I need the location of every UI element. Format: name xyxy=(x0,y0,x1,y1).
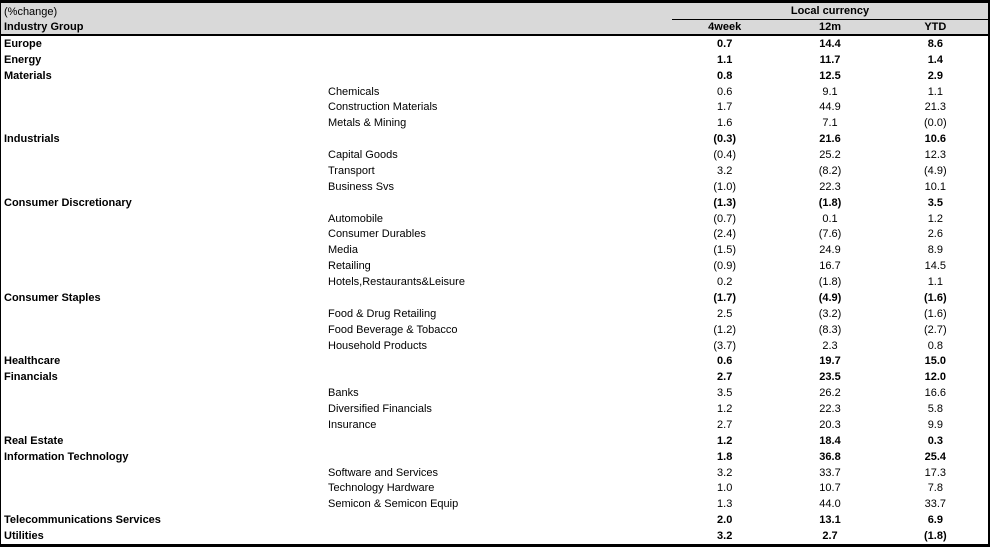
value-cell: 15.0 xyxy=(924,355,947,368)
value-cell: (1.8) xyxy=(818,276,842,289)
value-cell: 2.3 xyxy=(822,339,838,352)
table-row xyxy=(1,211,988,227)
sub-industry-label: Transport xyxy=(328,164,375,177)
table-row xyxy=(1,449,988,465)
unit-label: (%change) xyxy=(4,5,58,18)
sub-industry-label: Software and Services xyxy=(328,466,439,479)
sub-industry-label: Diversified Financials xyxy=(328,403,432,416)
sub-industry-label: Business Svs xyxy=(328,180,395,193)
value-cell: (8.2) xyxy=(818,164,842,177)
value-cell: 0.8 xyxy=(717,69,733,82)
industry-group-label: Information Technology xyxy=(4,450,129,463)
value-cell: 1.0 xyxy=(717,482,733,495)
sub-industry-label: Metals & Mining xyxy=(328,117,407,130)
value-cell: (2.4) xyxy=(713,228,736,241)
industry-group-label: Consumer Staples xyxy=(4,291,101,304)
table-body xyxy=(1,36,988,544)
currency-group-header-cell xyxy=(672,3,988,20)
sub-industry-label: Retailing xyxy=(328,260,371,273)
currency-group-header: Local currency xyxy=(790,5,870,17)
table-row xyxy=(1,274,988,290)
value-cell: 2.7 xyxy=(717,371,733,384)
value-cell: 21.3 xyxy=(924,101,947,114)
table-row xyxy=(1,401,988,417)
value-cell: 3.2 xyxy=(717,164,733,177)
industry-group-label: Financials xyxy=(4,371,58,384)
table-row xyxy=(1,195,988,211)
sub-industry-label: Household Products xyxy=(328,339,428,352)
table-header-row-units xyxy=(1,3,988,20)
table-row xyxy=(1,528,988,544)
table-row xyxy=(1,227,988,243)
value-cell: 10.7 xyxy=(819,482,841,495)
value-cell: 20.3 xyxy=(819,418,841,431)
value-cell: 1.7 xyxy=(717,101,733,114)
sub-industry-label: Consumer Durables xyxy=(328,228,426,241)
table-row xyxy=(1,306,988,322)
value-cell: 33.7 xyxy=(819,466,841,479)
value-cell: 22.3 xyxy=(819,403,841,416)
value-cell: 44.9 xyxy=(819,101,841,114)
value-cell: 33.7 xyxy=(924,498,947,511)
value-cell: 2.6 xyxy=(927,228,943,241)
value-cell: 2.7 xyxy=(822,530,838,543)
industry-group-label: Consumer Discretionary xyxy=(4,196,132,209)
industry-group-label: Healthcare xyxy=(4,355,61,368)
table-row xyxy=(1,68,988,84)
table-row xyxy=(1,465,988,481)
value-cell: 10.1 xyxy=(924,180,947,193)
table-header-row-columns xyxy=(1,20,988,36)
value-cell: (1.7) xyxy=(713,291,736,304)
table-row xyxy=(1,417,988,433)
value-cell: 21.6 xyxy=(819,133,841,146)
value-cell: 2.5 xyxy=(717,307,733,320)
value-cell: 1.3 xyxy=(717,498,733,511)
industry-group-label: Materials xyxy=(4,69,52,82)
value-cell: 1.8 xyxy=(717,450,733,463)
table-row xyxy=(1,512,988,528)
value-cell: 17.3 xyxy=(924,466,947,479)
value-cell: (8.3) xyxy=(818,323,842,336)
table-row xyxy=(1,369,988,385)
value-cell: 23.5 xyxy=(819,371,841,384)
value-cell: 6.9 xyxy=(927,514,943,527)
sub-industry-label: Technology Hardware xyxy=(328,482,435,495)
value-cell: 3.2 xyxy=(717,530,733,543)
table-row xyxy=(1,354,988,370)
value-cell: (2.7) xyxy=(924,323,947,336)
value-cell: 0.1 xyxy=(822,212,838,225)
value-cell: 9.9 xyxy=(927,418,943,431)
value-cell: 7.1 xyxy=(822,117,838,130)
value-cell: 2.7 xyxy=(717,418,733,431)
industry-group-label: Energy xyxy=(4,53,42,66)
table-row xyxy=(1,496,988,512)
value-cell: 5.8 xyxy=(927,403,943,416)
value-cell: 12.5 xyxy=(819,69,841,82)
table-row xyxy=(1,242,988,258)
value-cell: (1.6) xyxy=(924,307,947,320)
value-cell: 16.7 xyxy=(819,260,841,273)
sub-industry-label: Capital Goods xyxy=(328,149,398,162)
value-cell: 24.9 xyxy=(819,244,841,257)
value-cell: 0.3 xyxy=(927,434,943,447)
value-cell: 36.8 xyxy=(819,450,841,463)
value-cell: 25.2 xyxy=(819,149,841,162)
table-row xyxy=(1,322,988,338)
table-row xyxy=(1,52,988,68)
value-cell: 2.9 xyxy=(927,69,943,82)
value-cell: (4.9) xyxy=(924,164,947,177)
value-cell: 13.1 xyxy=(819,514,841,527)
industry-group-label: Utilities xyxy=(4,530,44,543)
value-cell: 18.4 xyxy=(819,434,841,447)
table-row xyxy=(1,290,988,306)
value-cell: 3.5 xyxy=(717,387,733,400)
value-cell: 14.4 xyxy=(819,37,841,50)
value-cell: 1.1 xyxy=(927,85,943,98)
value-cell: 0.7 xyxy=(717,37,733,50)
value-cell: 11.7 xyxy=(819,53,841,66)
sub-industry-label: Construction Materials xyxy=(328,101,438,114)
value-cell: 3.2 xyxy=(717,466,733,479)
value-cell: 3.5 xyxy=(927,196,943,209)
sub-industry-label: Media xyxy=(328,244,358,257)
value-cell: (0.4) xyxy=(713,149,736,162)
column-header-12m: 12m xyxy=(818,21,842,33)
value-cell: (3.7) xyxy=(713,339,736,352)
value-cell: 1.1 xyxy=(927,276,943,289)
table-row xyxy=(1,338,988,354)
value-cell: 1.4 xyxy=(927,53,943,66)
sub-industry-label: Automobile xyxy=(328,212,384,225)
value-cell: 8.9 xyxy=(927,244,943,257)
value-cell: (0.9) xyxy=(713,260,736,273)
table-row xyxy=(1,385,988,401)
value-cell: 25.4 xyxy=(924,450,947,463)
sub-industry-label: Food & Drug Retailing xyxy=(328,307,437,320)
value-cell: (3.2) xyxy=(818,307,842,320)
table-row xyxy=(1,163,988,179)
value-cell: 0.2 xyxy=(717,276,733,289)
industry-group-label: Europe xyxy=(4,37,42,50)
value-cell: (1.5) xyxy=(713,244,736,257)
value-cell: 1.1 xyxy=(717,53,733,66)
value-cell: (1.3) xyxy=(713,196,736,209)
sub-industry-label: Hotels,Restaurants&Leisure xyxy=(328,276,465,289)
row-header: Industry Group xyxy=(4,21,84,33)
value-cell: 1.2 xyxy=(717,403,733,416)
value-cell: (1.2) xyxy=(713,323,736,336)
value-cell: 1.6 xyxy=(717,117,733,130)
table-row xyxy=(1,433,988,449)
value-cell: 1.2 xyxy=(717,434,733,447)
table-row xyxy=(1,36,988,52)
column-header-4week: 4week xyxy=(708,21,742,33)
sub-industry-label: Banks xyxy=(328,387,359,400)
industry-group-label: Telecommunications Services xyxy=(4,514,161,527)
value-cell: 12.3 xyxy=(924,149,947,162)
table-row xyxy=(1,179,988,195)
table-row xyxy=(1,131,988,147)
table-row xyxy=(1,115,988,131)
industry-group-label: Real Estate xyxy=(4,434,64,447)
value-cell: 0.6 xyxy=(717,85,733,98)
sub-industry-label: Food Beverage & Tobacco xyxy=(328,323,458,336)
table-row xyxy=(1,100,988,116)
column-header-ytd: YTD xyxy=(924,21,947,33)
value-cell: (7.6) xyxy=(818,228,842,241)
value-cell: 0.6 xyxy=(717,355,733,368)
table-row xyxy=(1,258,988,274)
value-cell: 22.3 xyxy=(819,180,841,193)
value-cell: 8.6 xyxy=(927,37,943,50)
value-cell: (0.3) xyxy=(713,133,736,146)
value-cell: 7.8 xyxy=(927,482,943,495)
table-row xyxy=(1,147,988,163)
value-cell: 12.0 xyxy=(924,371,947,384)
value-cell: (1.6) xyxy=(924,291,947,304)
value-cell: 10.6 xyxy=(924,133,947,146)
value-cell: (0.0) xyxy=(924,117,947,130)
value-cell: 16.6 xyxy=(924,387,947,400)
sub-industry-label: Semicon & Semicon Equip xyxy=(328,498,459,511)
sub-industry-label: Insurance xyxy=(328,418,377,431)
value-cell: 1.2 xyxy=(927,212,943,225)
value-cell: 14.5 xyxy=(924,260,947,273)
value-cell: (1.0) xyxy=(713,180,736,193)
value-cell: 26.2 xyxy=(819,387,841,400)
value-cell: (0.7) xyxy=(713,212,736,225)
value-cell: (1.8) xyxy=(818,196,842,209)
value-cell: 0.8 xyxy=(927,339,943,352)
value-cell: (1.8) xyxy=(924,530,947,543)
value-cell: 2.0 xyxy=(717,514,733,527)
table-row xyxy=(1,84,988,100)
industry-group-label: Industrials xyxy=(4,133,60,146)
sub-industry-label: Chemicals xyxy=(328,85,380,98)
value-cell: 19.7 xyxy=(819,355,841,368)
table-row xyxy=(1,481,988,497)
value-cell: 9.1 xyxy=(822,85,838,98)
value-cell: (4.9) xyxy=(818,291,842,304)
value-cell: 44.0 xyxy=(819,498,841,511)
